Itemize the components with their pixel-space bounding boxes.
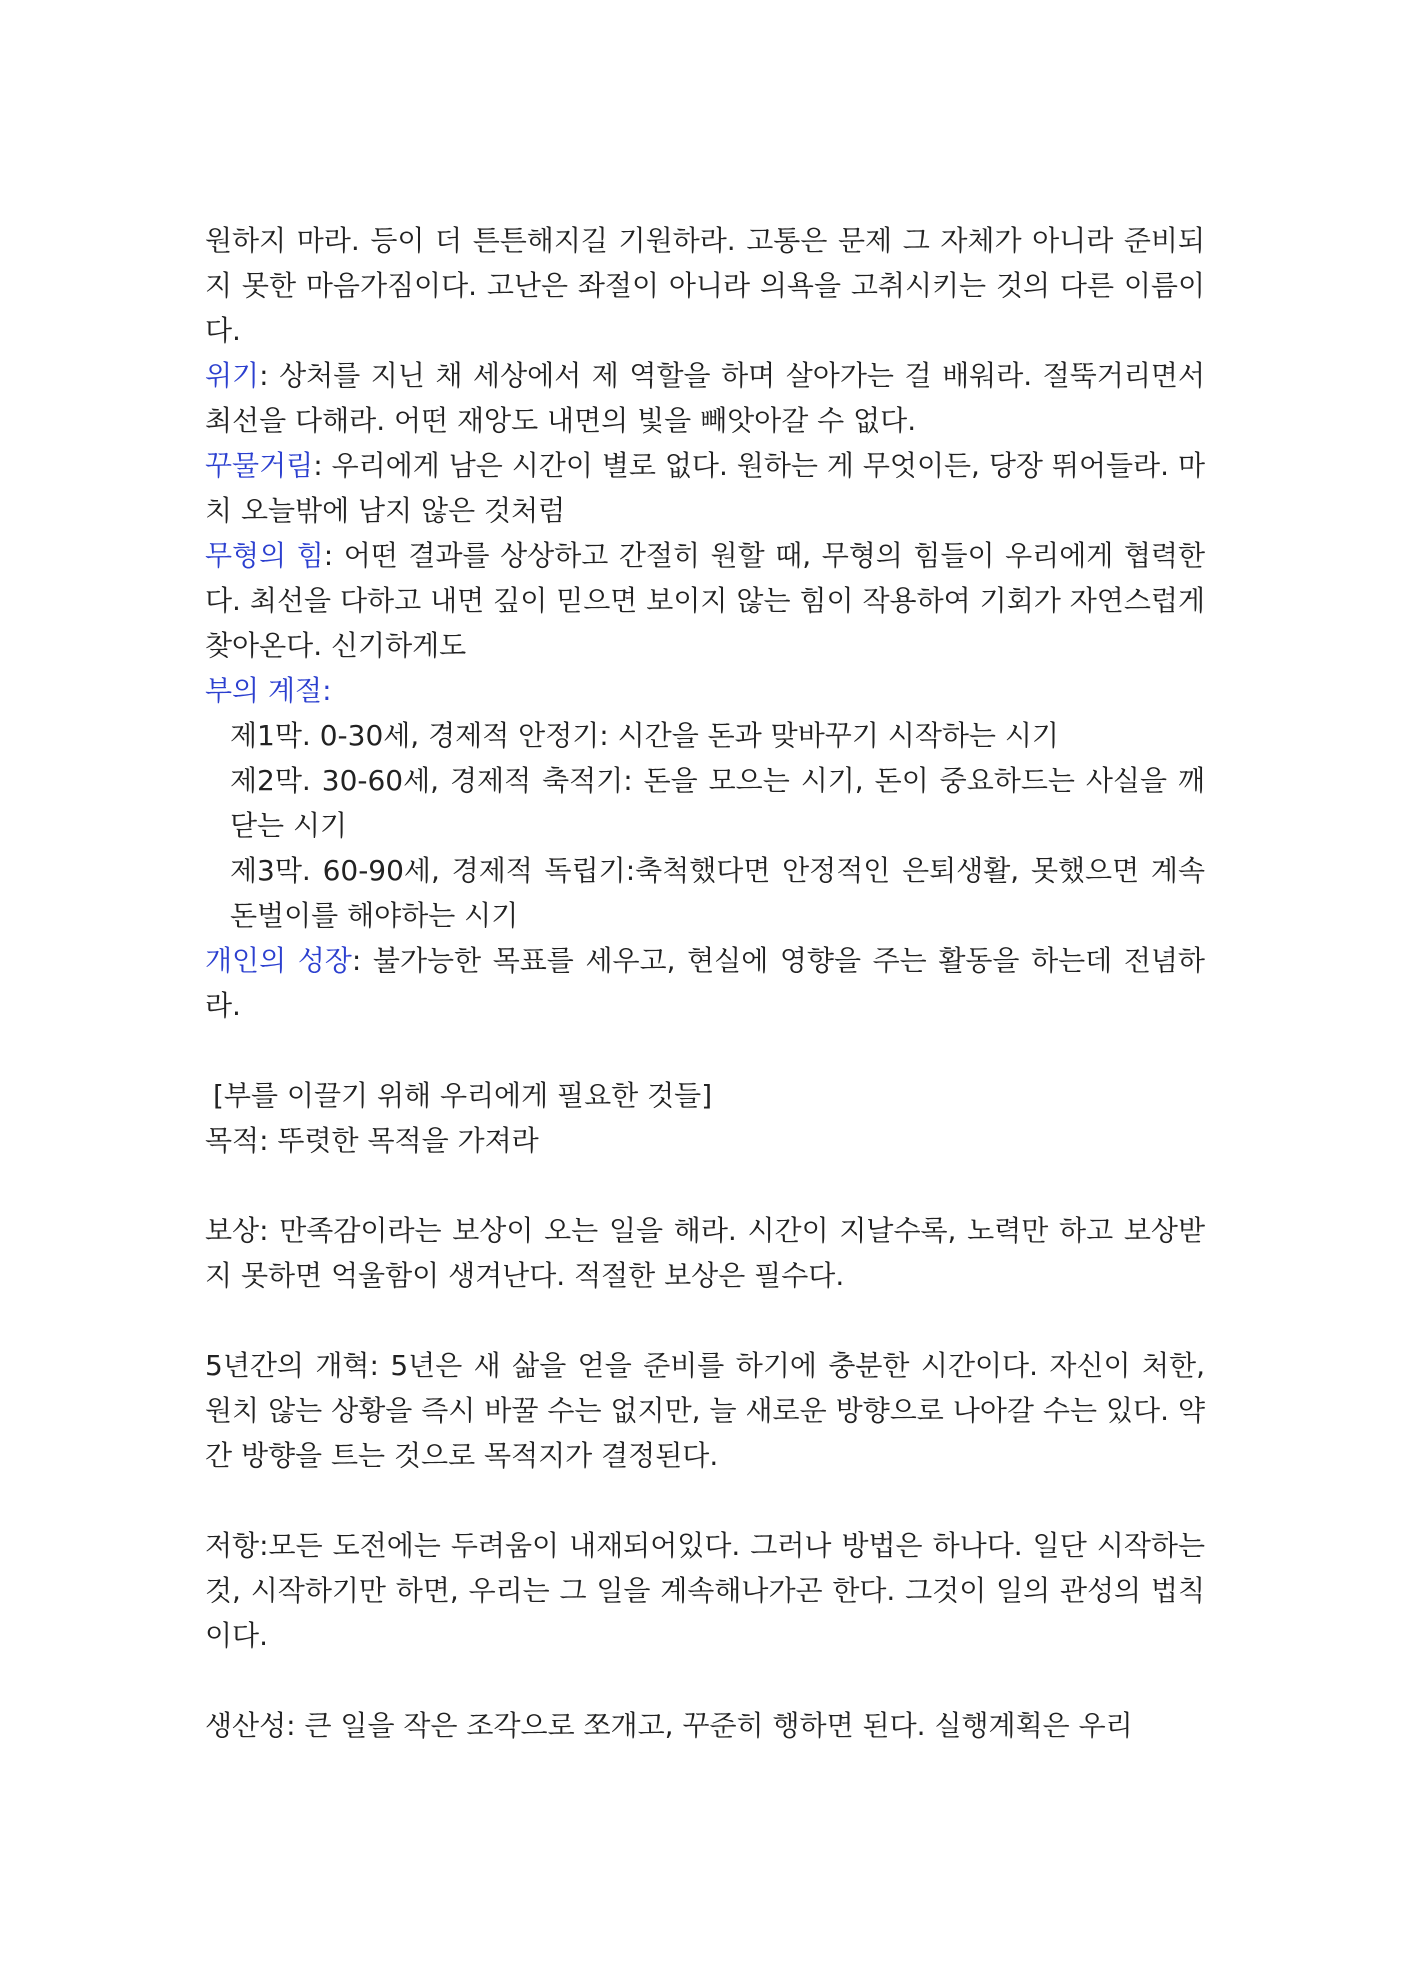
spacer — [205, 1658, 1205, 1703]
section-heading: [부를 이끌기 위해 우리에게 필요한 것들] — [213, 1079, 713, 1112]
invisible-power-paragraph — [205, 533, 1205, 668]
crisis-text: : 상처를 지닌 채 세상에서 제 역할을 하며 살아가는 걸 배워라. 절뚝거리면서 최선을 다해라. 어떤 재앙도 내면의 빛을 빼앗아갈 수 없다. — [205, 359, 1205, 437]
seasons-colon: : — [322, 674, 332, 707]
item-five-year-reform: 5년간의 개혁: 5년은 새 삶을 얻을 준비를 하기에 충분한 시간이다. 자신이 처한, 원치 않는 상황을 즉시 바꿀 수는 없지만, 늘 새로운 방향으로 나아갈 수는 있다. 약간 방향을 트는 것으로 목적지가 결정된다. — [205, 1349, 1205, 1472]
item-reward: 보상: 만족감이라는 보상이 오는 일을 해라. 시간이 지날수록, 노력만 하고 보상받지 못하면 억울함이 생겨난다. 적절한 보상은 필수다. — [205, 1214, 1205, 1292]
seasons-heading — [205, 668, 1205, 713]
seasons-term: 부의 계절 — [205, 674, 323, 707]
seasons-act-2: 제2막. 30-60세, 경제적 축적기: 돈을 모으는 시기, 돈이 중요하드는 사실을 깨닫는 시기 — [230, 764, 1205, 842]
item-productivity: 생산성: 큰 일을 작은 조각으로 쪼개고, 꾸준히 행하면 된다. 실행계획은 우리 — [205, 1709, 1133, 1742]
invisible-power-term: 무형의 힘 — [205, 539, 324, 572]
spacer — [205, 1298, 1205, 1343]
growth-text: : 불가능한 목표를 세우고, 현실에 영향을 주는 활동을 하는데 전념하라. — [205, 944, 1205, 1022]
intro-paragraph: 원하지 마라. 등이 더 튼튼해지길 기원하라. 고통은 문제 그 자체가 아니라 준비되지 못한 마음가짐이다. 고난은 좌절이 아니라 의욕을 고취시키는 것의 다른 이름이다. — [205, 224, 1205, 347]
growth-paragraph — [205, 938, 1205, 1028]
item-purpose: 목적: 뚜렷한 목적을 가져라 — [205, 1124, 539, 1157]
invisible-power-text: : 어떤 결과를 상상하고 간절히 원할 때, 무형의 힘들이 우리에게 협력한다. 최선을 다하고 내면 깊이 믿으면 보이지 않는 힘이 작용하여 기회가 자연스럽게 찾아온다. 신기하게도 — [205, 539, 1205, 662]
growth-term: 개인의 성장 — [205, 944, 352, 977]
crisis-term: 위기 — [205, 359, 260, 392]
spacer — [205, 1028, 1205, 1073]
procrastination-paragraph — [205, 443, 1205, 533]
document-page — [205, 218, 1205, 1748]
crisis-paragraph — [205, 353, 1205, 443]
procrastination-term: 꾸물거림 — [205, 449, 314, 482]
item-resistance: 저항:모든 도전에는 두려움이 내재되어있다. 그러나 방법은 하나다. 일단 시작하는 것, 시작하기만 하면, 우리는 그 일을 계속해나가곤 한다. 그것이 일의 관성의 법칙이다. — [205, 1529, 1205, 1652]
spacer — [205, 1478, 1205, 1523]
seasons-act-3: 제3막. 60-90세, 경제적 독립기:축척했다면 안정적인 은퇴생활, 못했으면 계속 돈벌이를 해야하는 시기 — [230, 854, 1205, 932]
seasons-act-1: 제1막. 0-30세, 경제적 안정기: 시간을 돈과 맞바꾸기 시작하는 시기 — [230, 719, 1059, 752]
procrastination-text: : 우리에게 남은 시간이 별로 없다. 원하는 게 무엇이든, 당장 뛰어들라. 마치 오늘밖에 남지 않은 것처럼 — [205, 449, 1205, 527]
spacer — [205, 1163, 1205, 1208]
